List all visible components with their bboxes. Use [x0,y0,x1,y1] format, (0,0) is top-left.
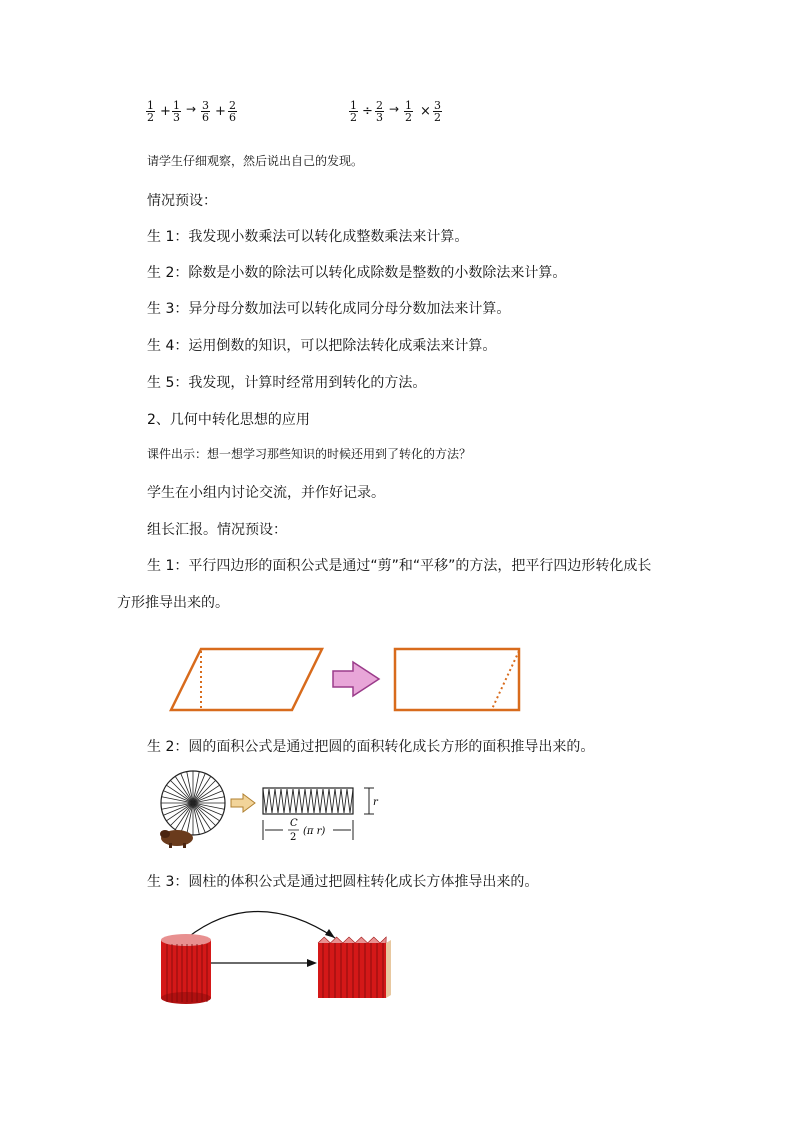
student-3-text: 生 3：异分母分数加法可以转化成同分母分数加法来计算。 [147,301,511,317]
animal-icon [160,830,193,848]
times-sign: × [420,104,431,119]
geometry-3-text: 生 3：圆柱的体积公式是通过把圆柱转化成长方体推导出来的。 [147,874,539,890]
fraction: $\frac{2}{3}$ [376,99,383,124]
red-cylinder [161,934,211,1004]
r-label: r [373,797,378,808]
pi-r-label: (π r) [303,826,326,837]
fraction: $\frac{1}{2}$ [350,99,357,124]
plus-sign: + [160,104,171,119]
geometry-2-text: 生 2：圆的面积公式是通过把圆的面积转化成长方形的面积推导出来的。 [147,739,595,755]
student-1-text: 生 1：我发现小数乘法可以转化成整数乘法来计算。 [147,229,469,245]
student-4-text: 生 4：运用倒数的知识，可以把除法转化成乘法来计算。 [147,338,497,354]
fraction: $\frac{3}{6}$ [202,99,209,124]
arrow-symbol: → [389,102,400,116]
parallelogram-shape [171,649,322,710]
report-text: 组长汇报。情况预设： [147,522,287,538]
divide-sign: ÷ [362,104,373,119]
fraction: $\frac{1}{2}$ [405,99,412,124]
group-discussion-text: 学生在小组内讨论交流，并作好记录。 [147,485,385,501]
fraction: $\frac{3}{2}$ [434,99,441,124]
fraction: $\frac{2}{6}$ [229,99,236,124]
circle-transform-figure [155,768,385,853]
fraction: $\frac{1}{3}$ [173,99,180,124]
parallelogram-transform-figure [165,645,525,715]
geometry-1-line1: 生 1：平行四边形的面积公式是通过“剪”和“平移”的方法，把平行四边形转化成长 [147,558,652,574]
rectangle-shape [395,649,519,710]
arrow-symbol: → [186,102,197,116]
plus-sign: + [215,104,226,119]
curved-arrow [187,912,335,939]
courseware-text: 课件出示：想一想学习那些知识的时候还用到了转化的方法？ [147,447,472,461]
red-cuboid [318,937,391,998]
pink-arrow-icon [333,662,379,696]
section-heading: 2、几何中转化思想的应用 [147,412,310,428]
c-label: C [290,818,298,829]
two-label: 2 [290,832,297,843]
student-5-text: 生 5：我发现，计算时经常用到转化的方法。 [147,375,427,391]
geometry-1-line2: 方形推导出来的。 [117,595,229,611]
observe-text: 请学生仔细观察，然后说出自己的发现。 [147,154,364,168]
preset-heading: 情况预设： [147,193,217,209]
student-2-text: 生 2：除数是小数的除法可以转化成除数是整数的小数除法来计算。 [147,265,567,281]
sector-circle [161,771,225,835]
fraction: $\frac{1}{2}$ [147,99,154,124]
tan-arrow-icon [231,794,255,812]
cylinder-transform-figure [155,900,405,1010]
